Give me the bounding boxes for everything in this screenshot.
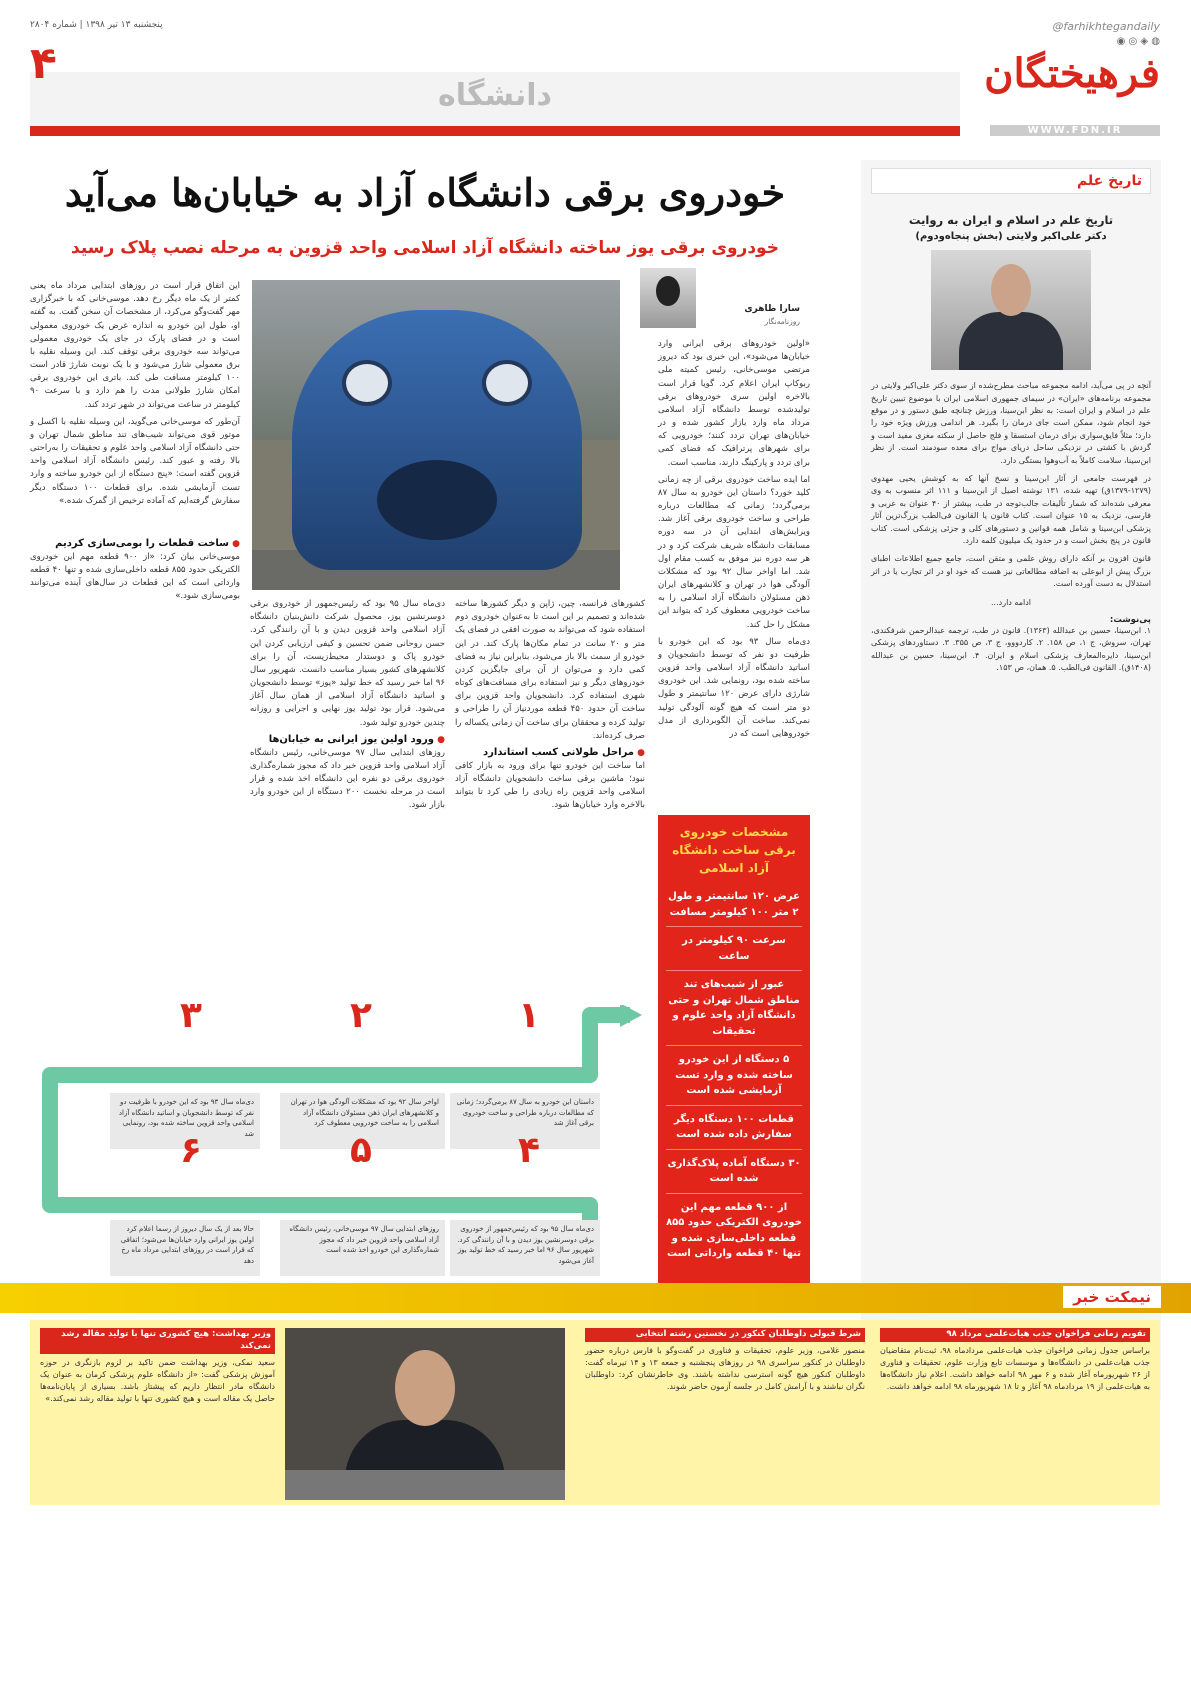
timeline-step-text: دی‌ماه سال ۹۳ بود که این خودرو با ظرفیت دو نفر که توسط دانشجویان و اساتید دانشگاه آزاد اسلامی واحد قزوین ساخته شده بود، رونمایی شد [110, 1093, 260, 1149]
news-item [40, 1328, 275, 1503]
history-sidebar [861, 160, 1161, 1400]
website-url: WWW.FDN.IR [990, 125, 1160, 136]
page-number: ۴ [30, 38, 57, 89]
news-text: منصور غلامی، وزیر علوم، تحقیقات و فناوری در گفت‌وگو با فارس درباره حضور داوطلبان در کنکور سراسری ۹۸ در روزهای پنجشنبه و جمعه ۱۳ و ۱۴ تیرماه گفت: داوطلبان کنکور هیچ گونه استرسی نداشته باشند. وی خاطرنشان کرد: داوطلبان نگران نباشند و با آرامش کامل در جلسه آزمون حاضر شوند. [585, 1345, 865, 1391]
article-paragraph: اما ایده ساخت خودروی برقی از چه زمانی کلید خورد؟ داستان این خودرو به سال ۸۷ برمی‌گردد؛ زمانی که مطالعات درباره طراحی و ساخت خودروی برقی آغاز شد. ویرایش‌های ابتدایی آن در سه دوره مسابقات دانشگاه شریف شرکت کرد و در هر سه دوره نیز موفق به کسب مقام اول شد. اما اواخر سال ۹۲ بود که مشکلات آلودگی هوا در تهران و کلانشهرهای ایران ذهن مسئولان دانشگاه آزاد اسلامی را به ساخت خودرویی معطوف کرد که بتواند این مشکل را حل کند. [658, 474, 810, 630]
news-title: شرط قبولی داوطلبان کنکور در نخستین رشته انتخابی [585, 1328, 865, 1342]
timeline-step-text: داستان این خودرو به سال ۸۷ برمی‌گردد؛ زمانی که مطالعات درباره طراحی و ساخت خودروی برقی آغاز شد [450, 1093, 600, 1149]
section-title: دانشگاه [438, 78, 552, 113]
article-column-2 [455, 598, 645, 813]
masthead [30, 20, 1160, 135]
spec-box [658, 815, 810, 1285]
article-subheading: ● ورود اولین یوز ایرانی به خیابان‌ها [250, 734, 445, 745]
news-area [30, 1320, 1160, 1505]
spec-item: از ۹۰۰ قطعه مهم این خودروی الکتریکی حدود ۸۵۵ قطعه داخلی‌سازی شده و تنها ۴۰ قطعه وارداتی است [666, 1201, 802, 1259]
spec-item: ۵ دستگاه از این خودرو ساخته شده و وارد تست آزمایشی شده است [666, 1046, 802, 1106]
timeline-step-number: ۵ [350, 1130, 372, 1171]
article-paragraph: «اولین خودروهای برقی ایرانی وارد خیابان‌ها می‌شود»، این خبری بود که دیروز مرتضی موسی‌خانی، رئیس کمیته ملی ربوکاپ ایران اعلام کرد. گویا قرار است بالاخره اولین سری خودروهای برقی تولیدشده توسط دانشگاه آزاد اسلامی مرداد ماه وارد بازار کشور شده و در خیابان‌های تهران تردد کنند؛ خودرویی که برای شهرهای پرترافیک که فضای کمی برای تردد و پارکینگ دارند، مناسب است. [658, 339, 810, 468]
timeline-step-number: ۶ [180, 1130, 202, 1171]
spec-item: عبور از شیب‌های تند مناطق شمال تهران و حتی دانشگاه آزاد واحد علوم و تحقیقات [666, 971, 802, 1046]
timeline-step-number: ۲ [350, 995, 372, 1036]
sidebar-paragraph: قانون افزون بر آنکه دارای روش علمی و متقن است، جامع جمیع اطلاعات اطبای بزرگ پیش از ابوعلی به اضافه مطالعاتی نیز هست که خود او در اثر تجارب یا در اثر استدلال به دست آورده است. [871, 554, 1151, 589]
sidebar-paragraph: آنچه در پی می‌آید، ادامه مجموعه مباحث مطرح‌شده از سوی دکتر علی‌اکبر ولایتی در مجموعه برنامه‌های «ایران» در سیمای جمهوری اسلامی ایران با موضوع تبیین تاریخ علم در اسلام و ایران است: به نظر ابن‌سینا، ورزش چنانچه طبق دستور و در موقع خود انجام شود، ممکن است جای درمان را بگیرد. هر اندامی ورزش ویژه خود را دارد؛ مثلاً فایق‌سواری برای درمان استسقا و فلج حاصل از سکته مغزی مفید است و گردش با کشتی در نزدیکی ساحل دریای مواج برای معده سودمند است. از نظر ابن‌سینا، سلامت کاملاً به آب‌وهوا بستگی دارد. [871, 381, 1151, 465]
article-paragraph: دی‌ماه سال ۹۳ بود که این خودرو با ظرفیت دو نفر که توسط دانشجویان و اساتید دانشگاه آزاد اسلامی واحد قزوین ساخته شده بود، رونمایی شد. این خودروی شارژی دارای عرض ۱۲۰ سانتیمتر و طول دو متر است که هیچ گونه آلودگی تولید نمی‌کند. ساخت آن الگوبرداری از مدل خودروهایی است که در [658, 636, 811, 739]
timeline-step-text: دی‌ماه سال ۹۵ بود که رئیس‌جمهور از خودروی برقی دوسرنشین یوز دیدن و با آن رانندگی کرد. شهریور سال ۹۶ اما خبر رسید که خط تولید یوز آغاز می‌شود [450, 1220, 600, 1276]
news-item [585, 1328, 865, 1503]
article-subheading: ● ساخت قطعات را بومی‌سازی کردیم [30, 538, 240, 549]
timeline-step-number: ۳ [180, 995, 202, 1036]
paper-logo: فرهیختگان [984, 50, 1160, 97]
timeline-graphic [30, 995, 642, 1285]
article-column-3 [250, 598, 445, 813]
article-paragraph: دی‌ماه سال ۹۵ بود که رئیس‌جمهور از خودروی برقی دوسرنشین یوز، محصول شرکت دانش‌بنیان دانشگاه آزاد اسلامی واحد قزوین دیدن و با آن رانندگی کرد. حسن روحانی ضمن تحسین و کیفی ارزیابی کردن این خودرو پاک و دوستدار محیط‌زیست، آن را برای کلانشهرهای کشور بسیار مناسب دانست. شهریور سال ۹۶ اما خبر رسید که خط تولید «یوز» توسط دانشجویان و اساتید دانشگاه آزاد اسلامی از همان سال آغاز می‌شود. قرار بود تولید یوز نهایی و اجرایی و روزانه چندین خودرو تولید شود. [250, 599, 445, 728]
timeline-arrow: ▶▶ [260, 1197, 279, 1211]
sidebar-paragraph: در فهرست جامعی از آثار ابن‌سینا و نسخ آنها که به کوشش یحیی مهدوی (۱۲۷۹-۱۳۷۹ق) تهیه شده، ۱۳۱ نوشته اصیل از ابن‌سینا و ۱۱۱ اثر منسوب به وی معرفی شده‌اند که شمار تألیفات جالب‌توجه در طب، بیشتر از ۴۰ عنوان به عربی و فارسی، نزدیک به ۱۵ عنوان است. کتاب قانون یا القانون فی‌الطب بزرگ‌ترین آثار پزشکی ابن‌سینا و شامل همه قوانین و دستورهای کلی و جزئی پزشکی است. کتاب قانون در پنج بخش است و در حدود یک میلیون کلمه دارد. [871, 473, 1152, 545]
news-text: سعید نمکی، وزیر بهداشت ضمن تاکید بر لزوم بازنگری در حوزه آموزش پزشکی گفت: «از دانشگاه علوم پزشکی کرمان به عنوان یک دانشگاه مادر انتظار داریم که پیشتاز باشد. بسیاری از پایان‌نامه‌ها حاصل یک مقاله است و هیچ کشوری تنها با تولید مقاله رشد نمی‌کند.» [40, 1357, 275, 1403]
timeline-arrow: ▶▶ [430, 1197, 449, 1211]
timeline-arrow: ◀◀ [260, 1067, 279, 1081]
article-paragraph: آن‌طور که موسی‌خانی می‌گوید، این وسیله نقلیه با اکسل و موتور قوی می‌تواند شیب‌های تند مناطق شمال تهران و حتی دانشگاه آزاد اسلامی واحد علوم و تحقیقات را به‌راحتی بالا رفته و عبور کند. رئیس دانشگاه آزاد اسلامی واحد قزوین گفته است: «پنج دستگاه از این خودرو ساخته و وارد تست آزمایشی شده. برای قطعات ۱۰۰ دستگاه دیگر سفارش گرفته‌ایم که آماده ترخیص از گمرک شده.» [30, 416, 241, 506]
article-paragraph: این اتفاق قرار است در روزهای ابتدایی مرداد ماه یعنی کمتر از یک ماه دیگر رخ دهد. موسی‌خانی که با خبرگزاری مهر گفت‌وگو می‌کرد، از مشخصات آن سخن گفت. به گفته او، طول این خودرو به اندازه عرض یک خودروی معمولی است و در فضای پارک در جای یک خودروی معمولی می‌تواند سه خودروی برقی توقف کند. این وسیله نقلیه با برق معمولی شارژ می‌شود و با یک نوبت شارژ قادر است ۱۰۰ کیلومتر مسافت طی کند. باتری این خودروی برقی امکان شارژ طولانی مدت را هم دارد و با سرعت ۹۰ کیلومتر در ساعت می‌تواند در شهر تردد کند. [30, 281, 240, 410]
portrait-photo [931, 250, 1091, 370]
timeline-step-text: روزهای ابتدایی سال ۹۷ موسی‌خانی، رئیس دانشگاه آزاد اسلامی واحد قزوین خبر داد که مجوز شماره‌گذاری این خودرو اخذ شده است [280, 1220, 445, 1276]
date-line: پنجشنبه ۱۳ تیر ۱۳۹۸ | شماره ۲۸۰۴ [30, 20, 163, 30]
spec-item: قطعات ۱۰۰ دستگاه دیگر سفارش داده شده است [666, 1106, 802, 1150]
timeline-step-text: اواخر سال ۹۲ بود که مشکلات آلودگی هوا در تهران و کلانشهرهای ایران ذهن مسئولان دانشگاه آزاد اسلامی را به ساخت خودرویی معطوف کرد [280, 1093, 445, 1149]
sidebar-label: تاریخ علم [871, 168, 1151, 194]
section-bar [30, 72, 960, 136]
article-subheading: ● مراحل طولانی کسب استاندارد [455, 747, 645, 758]
article-paragraph: موسی‌خانی بیان کرد: «از ۹۰۰ قطعه مهم این خودروی الکتریکی حدود ۸۵۵ قطعه داخلی‌سازی شده و تنها ۴۰ قطعه وارداتی است که این قطعات در سال‌های آینده می‌توانند بومی‌سازی شود.» [30, 551, 240, 602]
author-name: سارا طاهری [744, 304, 800, 314]
social-icons: ◉ ◎ ◈ ◍ [1116, 36, 1160, 47]
author-avatar [640, 268, 696, 328]
author-byline [640, 268, 800, 328]
timeline-step-number: ۴ [518, 1130, 540, 1171]
paper-brand [984, 20, 1160, 136]
spec-item: ۳۰ دستگاه آماده پلاک‌گذاری شده است [666, 1150, 802, 1194]
news-title: تقویم زمانی فراخوان جذب هیات‌علمی مرداد ۹۸ [880, 1328, 1150, 1342]
main-subhead: خودروی برقی یوز ساخته دانشگاه آزاد اسلامی واحد قزوین به مرحله نصب پلاک رسید [71, 238, 779, 258]
references-label: پی‌نوشت: [1109, 614, 1151, 625]
main-headline: خودروی برقی دانشگاه آزاد به خیابان‌ها می‌آید [64, 170, 786, 215]
news-text: براساس جدول زمانی فراخوان جذب هیات‌علمی مردادماه ۹۸، ثبت‌نام متقاضیان جذب هیات‌علمی در دانشگاه‌ها و موسسات تابع وزارت علوم، تحقیقات و فناوری از ۲۶ شهریورماه آغاز شده و ۶ مهر ۹۸ ادامه خواهد داشت. اعلام نیاز دانشگاه‌ها به هیات‌علمی از ۱۹ مردادماه ۹۸ آغاز و تا ۱۸ شهریورماه ۹۸ ادامه خواهد داشت. [880, 1345, 1151, 1391]
red-rule [30, 126, 960, 136]
sidebar-title: تاریخ علم در اسلام و ایران به روایت [908, 213, 1114, 227]
minister-photo [285, 1328, 565, 1500]
article-column-1 [658, 338, 810, 741]
timeline-arrow: ◀◀ [430, 1067, 449, 1081]
references: ۱. ابن‌سینا، حسین بن عبدالله (۱۳۶۳). قانون در طب، ترجمه عبدالرحمن شرفکندی، تهران، سروش، ج ۱، ص ۱۵۸. ۲. کاردووو، ج ۳، ص ۳۵۵. ۳. دستاوردهای پزشکی ابن‌سینا، دایره‌المعارف پزشکی اسلام و ایران. ۴. ابن‌سینا، حسین بن عبدالله (۱۴۰۸ق). القانون فی‌الطب. ۵. همان، ص ۱۵۳. [871, 625, 1152, 673]
car-photo [252, 280, 620, 590]
continued-note: ادامه دارد... [991, 597, 1031, 607]
news-label: نیمکت خبر [1063, 1286, 1161, 1308]
timeline-step-number: ۱ [518, 995, 540, 1036]
social-handle: @farhikhtegandaily [1052, 20, 1160, 33]
news-header-bar [0, 1283, 1191, 1313]
spec-item: سرعت ۹۰ کیلومتر در ساعت [666, 927, 802, 971]
article-paragraph: کشورهای فرانسه، چین، ژاپن و دیگر کشورها ساخته شده‌اند و تصمیم بر این است تا به‌عنوان خودروی دوم استفاده شود که می‌تواند به صورت افقی در فضای یک متر و ۲۰ سانت در تمام مکان‌ها پارک کند. در این خودرو از سمت بالا باز می‌شود، بنابراین نیاز به فضای کمی دارد و می‌توان از آن برای جایگزین کردن خودروهای دیگر و نیز استفاده برای مسافت‌های کوتاه شهری استفاده کرد. دانشجویان واحد قزوین برای ساخت آن حدود ۴۵۰ قطعه موردنیاز آن را طراحی و تولید کرده و محققان برای ساخت آن زمانی یکساله را صرف کرده‌اند. [455, 599, 645, 741]
author-role: روزنامه‌نگار [764, 317, 800, 326]
article-paragraph: اما ساخت این خودرو تنها برای ورود به بازار کافی نبود؛ ماشین برقی ساخت دانشجویان دانشگاه آزاد اسلامی واحد قزوین راه زیادی را طی کرد تا بتواند بالاخره وارد خیابان‌ها شود. [455, 760, 645, 811]
article-column-4 [30, 280, 240, 604]
timeline-step-text: حالا بعد از یک سال دیروز از رسما اعلام کرد اولین یوز ایرانی وارد خیابان‌ها می‌شود؛ اتفاقی که قرار است در روزهای ابتدایی مرداد ماه رخ دهد [110, 1220, 260, 1276]
spec-item: عرض ۱۲۰ سانتیمتر و طول ۲ متر ۱۰۰ کیلومتر مسافت [666, 883, 802, 927]
news-header [0, 1283, 1191, 1313]
spec-title: مشخصات خودروی برقی ساخت دانشگاه آزاد اسلامی [672, 825, 796, 875]
sidebar-subtitle: دکتر علی‌اکبر ولایتی (بخش پنجاه‌ودوم) [915, 231, 1107, 243]
article-paragraph: روزهای ابتدایی سال ۹۷ موسی‌خانی، رئیس دانشگاه آزاد اسلامی واحد قزوین خبر داد که مجوز شماره‌گذاری خودروی برقی دو نفره این دانشگاه اخذ شده و قرار است در مرحله نخست ۲۰۰ دستگاه از این خودرو وارد بازار شود. [250, 747, 445, 811]
news-item [880, 1328, 1150, 1503]
news-title: وزیر بهداشت: هیچ کشوری تنها با تولید مقاله رشد نمی‌کند [40, 1328, 275, 1354]
